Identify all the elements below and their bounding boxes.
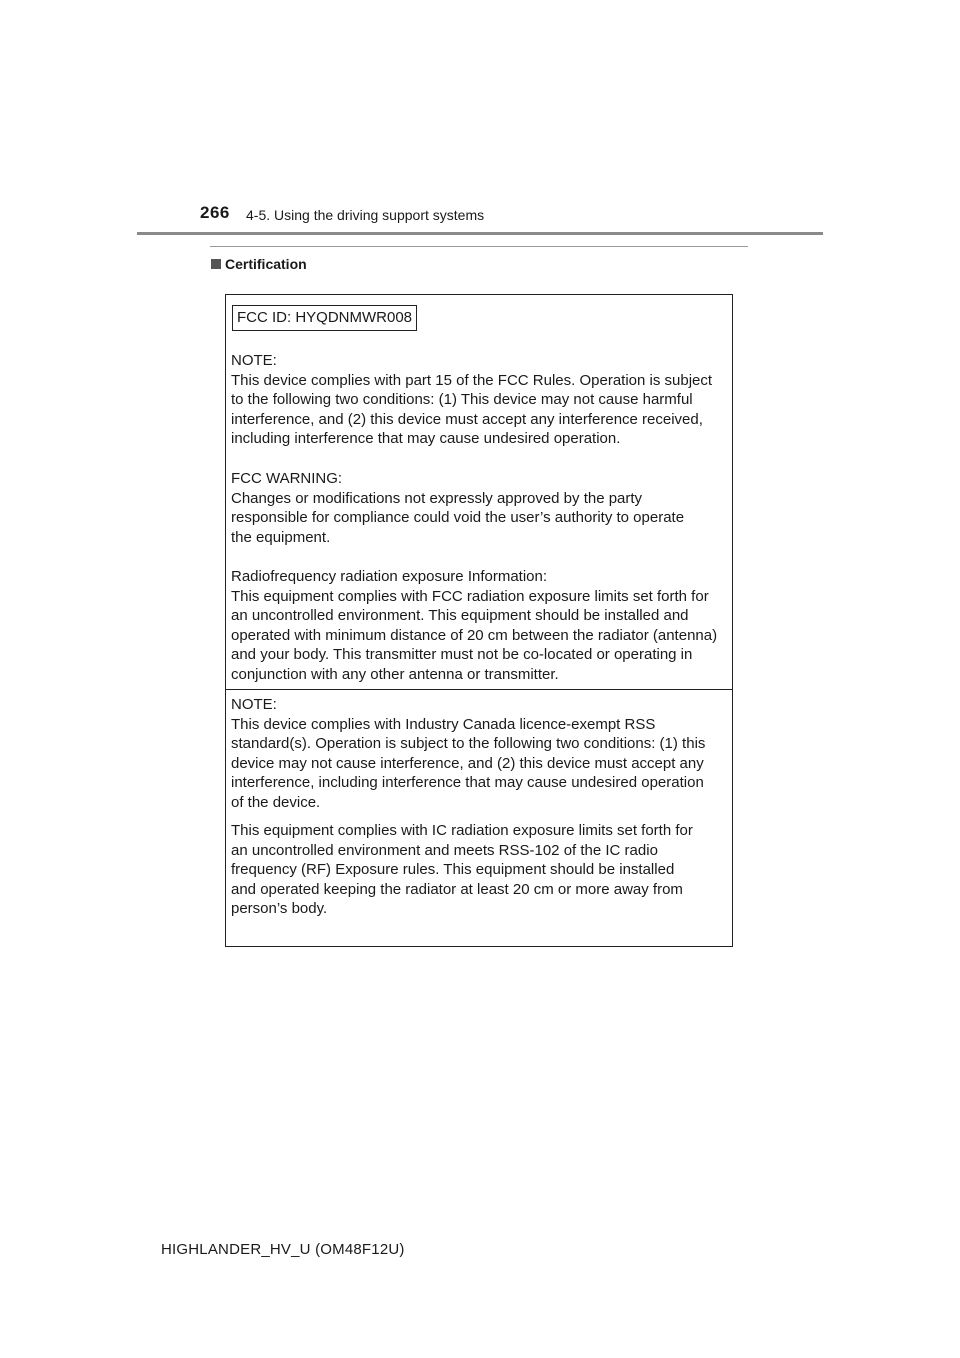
- ic-note-text: NOTE: This device complies with Industry Canada licence-exempt RSS standard(s). Operation is subject to the following two conditions: (1) this device may not cause interference, and (2) this device must accept any interference, including interference that may cause undesired operation of the device.: [231, 696, 706, 811]
- footer-model-code: HIGHLANDER_HV_U (OM48F12U): [161, 1241, 405, 1258]
- fcc-note-text: NOTE: This device complies with part 15 of the FCC Rules. Operation is subject to the following two conditions: (1) This device may not cause harmful interference, and (2) this device must accept any interference received, including interference that may cause undesired operation.: [231, 352, 713, 448]
- fcc-id-label: FCC ID: HYQDNMWR008: [232, 305, 417, 331]
- page-number: 266: [200, 203, 230, 222]
- certification-box: [225, 294, 733, 947]
- ic-exposure-text: This equipment complies with IC radiation exposure limits set forth for an uncontrolled environment and meets RSS-102 of the IC radio frequency (RF) Exposure rules. This equipment should be installed and operated keeping the radiator at least 20 cm or more away from person’s body.: [231, 822, 693, 918]
- section-title: 4-5. Using the driving support systems: [246, 207, 485, 223]
- fcc-section: [226, 295, 732, 690]
- certification-heading: [211, 256, 307, 272]
- subheader-divider: [210, 246, 748, 247]
- square-bullet-icon: [211, 259, 221, 269]
- ic-section: [226, 690, 732, 946]
- fcc-warning-text: FCC WARNING: Changes or modifications not expressly approved by the party responsible for compliance could void the user’s authority to operate the equipment.: [231, 470, 685, 546]
- rf-exposure-text: Radiofrequency radiation exposure Information: This equipment complies with FCC radiation exposure limits set forth for an uncontrolled environment. This equipment should be installed and operated with minimum distance of 20 cm between the radiator (antenna) and your body. This transmitter must not be co-located or operating in conjunction with any other antenna or transmitter.: [231, 568, 718, 683]
- header-divider: [137, 232, 823, 235]
- certification-heading-label: Certification: [225, 256, 307, 272]
